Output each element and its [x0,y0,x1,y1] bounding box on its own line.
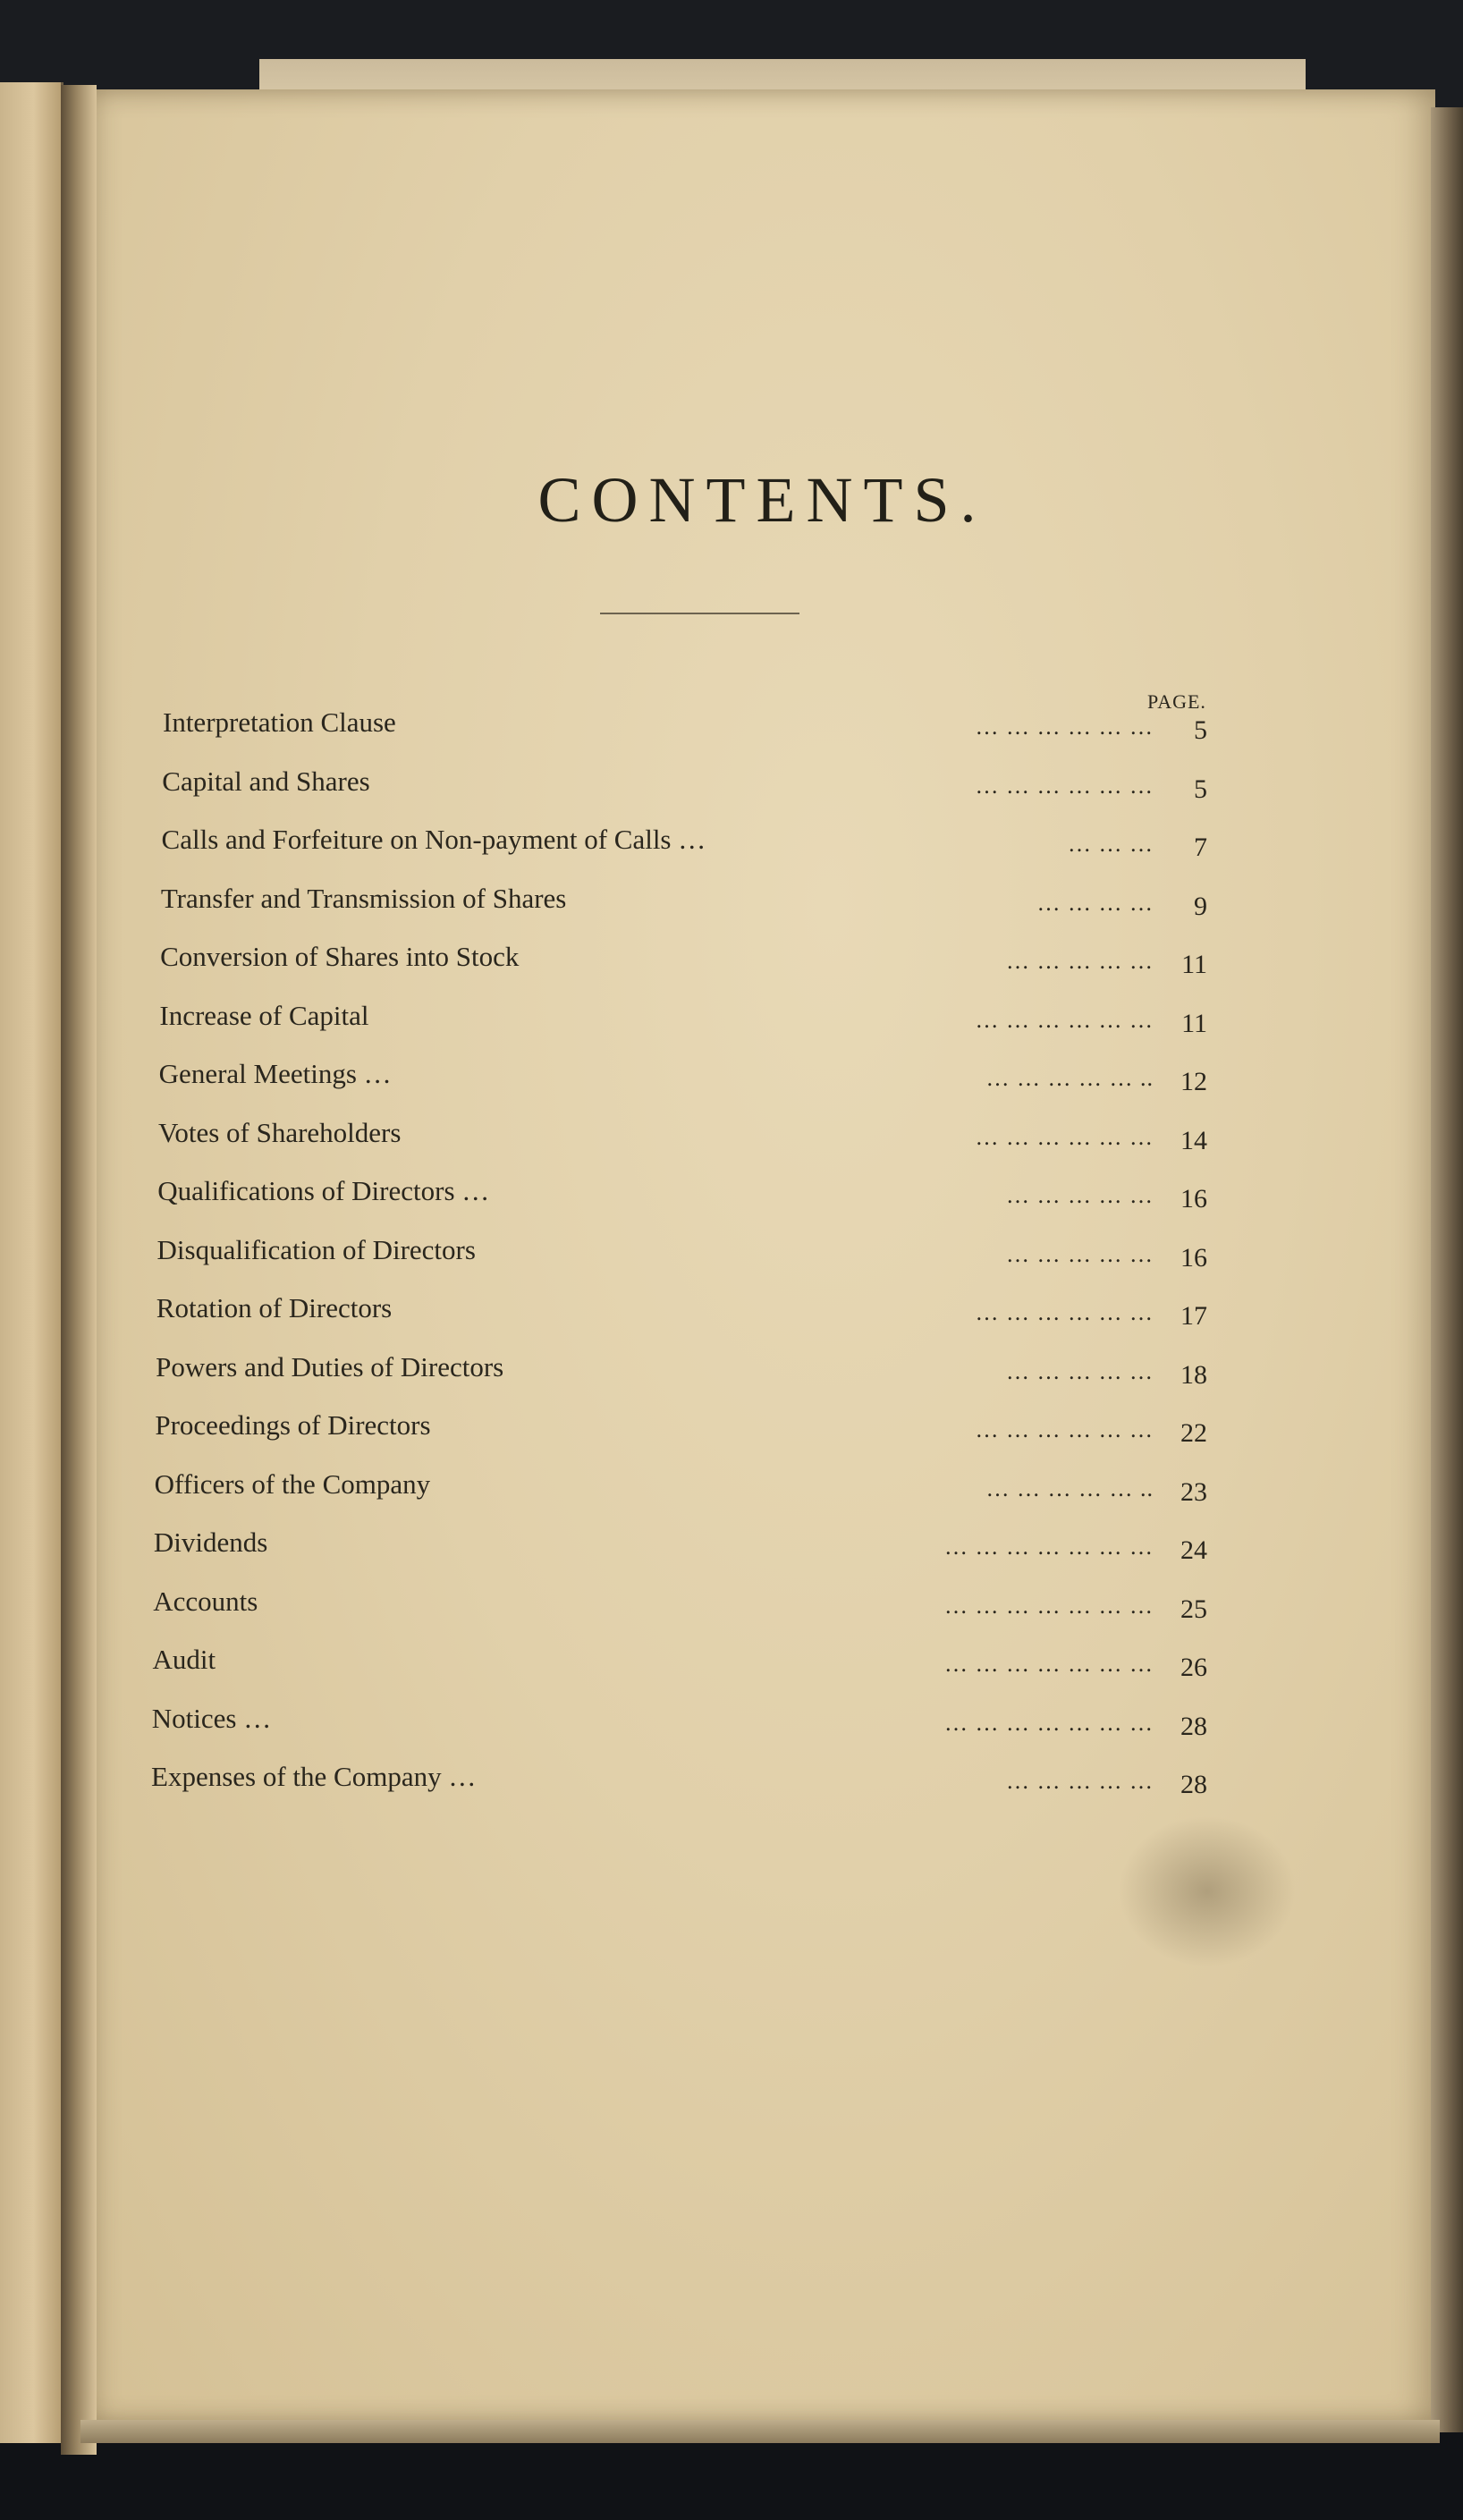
toc-dot-leader: … … … … … [1005,1182,1154,1208]
title-rule [600,613,799,614]
toc-entry-title: Rotation of Directors [156,1292,393,1323]
facing-page-edge [0,82,63,2443]
contents-page [89,89,1435,2423]
toc-page-number: 14 [1180,1125,1207,1155]
toc-entry-title: Disqualification of Directors [156,1233,476,1265]
toc-entry-title: Interpretation Clause [163,706,396,738]
toc-page-number: 12 [1180,1067,1207,1096]
toc-page-number: 11 [1181,1008,1207,1038]
toc-entry [162,765,1216,810]
toc-entry [156,1351,1216,1396]
toc-entry [152,1703,1216,1747]
toc-dot-leader: … … … … … … [975,1416,1154,1442]
toc-entry [159,1000,1216,1044]
toc-entry [157,1234,1216,1279]
toc-entry-title: Increase of Capital [159,999,369,1031]
toc-dot-leader: … … … … … … … [943,1534,1154,1560]
toc-page-number: 22 [1180,1418,1207,1448]
toc-entry [156,1292,1216,1337]
toc-entry [159,1058,1216,1103]
toc-entry [155,1468,1216,1513]
toc-entry-title: Notices … [151,1702,272,1734]
page-column-heading: PAGE. [1147,690,1206,713]
toc-dot-leader: … … … [1067,831,1154,857]
toc-dot-leader: … … … … … .. [985,1475,1154,1501]
toc-dot-leader: … … … … … … … [943,1651,1154,1677]
toc-page-number: 28 [1180,1770,1207,1799]
toc-dot-leader: … … … … … … [975,1006,1154,1033]
toc-entry [151,1761,1216,1805]
toc-entry-title: Proceedings of Directors [155,1409,431,1441]
toc-dot-leader: … … … … … … [975,1299,1154,1325]
toc-dot-leader: … … … … … … … [943,1709,1154,1736]
toc-entry-title: Votes of Shareholders [157,1116,402,1148]
toc-page-number: 7 [1193,833,1207,862]
toc-entry-title: Capital and Shares [162,765,370,797]
toc-page-number: 11 [1181,950,1207,979]
toc-entry [160,941,1216,985]
toc-dot-leader: … … … … … … [975,1123,1154,1150]
toc-page-number: 24 [1180,1535,1207,1565]
page-title: CONTENTS. [537,464,987,536]
toc-dot-leader: … … … … … … [975,714,1154,740]
toc-dot-leader: … … … … … [1005,948,1154,974]
toc-page-number: 28 [1180,1711,1207,1741]
toc-page-number: 5 [1194,715,1207,745]
toc-entry [158,1117,1216,1162]
toc-page-number: 16 [1180,1184,1207,1213]
toc-entry-title: Dividends [153,1526,268,1558]
toc-entry [162,824,1216,868]
toc-page-number: 23 [1180,1476,1207,1507]
toc-dot-leader: … … … … … … … [943,1592,1154,1619]
toc-page-number: 25 [1180,1594,1207,1624]
toc-dot-leader: … … … … … … [975,772,1154,799]
toc-entry-title: Qualifications of Directors … [157,1175,490,1206]
toc-entry-title: Officers of the Company [154,1467,431,1500]
toc-entry [153,1586,1216,1630]
toc-entry-title: Powers and Duties of Directors [156,1350,504,1383]
toc-dot-leader: … … … … … [1005,1768,1154,1794]
toc-entry [157,1175,1216,1220]
toc-page-number: 26 [1180,1653,1207,1682]
toc-page-number: 5 [1193,774,1207,804]
page-bottom-edge [80,2420,1440,2443]
toc-entry [163,706,1216,751]
toc-entry-title: Calls and Forfeiture on Non-payment of Calls … [161,824,706,855]
binding-gutter [61,85,97,2455]
toc-page-number: 17 [1180,1301,1207,1331]
toc-entry-title: Audit [152,1644,216,1675]
toc-entry-title: Transfer and Transmission of Shares [160,882,567,914]
toc-dot-leader: … … … … … .. [985,1065,1154,1091]
toc-dot-leader: … … … … … [1005,1357,1154,1384]
toc-entry-title: Expenses of the Company … [151,1761,477,1792]
toc-entry [154,1526,1216,1571]
toc-entry-title: Accounts [153,1585,258,1617]
page-stack-edge [1431,107,1463,2432]
toc-page-number: 16 [1180,1242,1207,1273]
toc-dot-leader: … … … … [1036,889,1154,916]
toc-page-number: 18 [1180,1359,1207,1390]
toc-entry-title: General Meetings … [158,1058,392,1089]
ink-smudge [1118,1815,1297,1967]
toc-dot-leader: … … … … … [1005,1240,1154,1267]
toc-entry [155,1409,1216,1454]
toc-entry [161,883,1216,927]
toc-entry-title: Conversion of Shares into Stock [160,941,520,972]
toc-page-number: 9 [1193,891,1207,921]
toc-entry [152,1644,1216,1688]
